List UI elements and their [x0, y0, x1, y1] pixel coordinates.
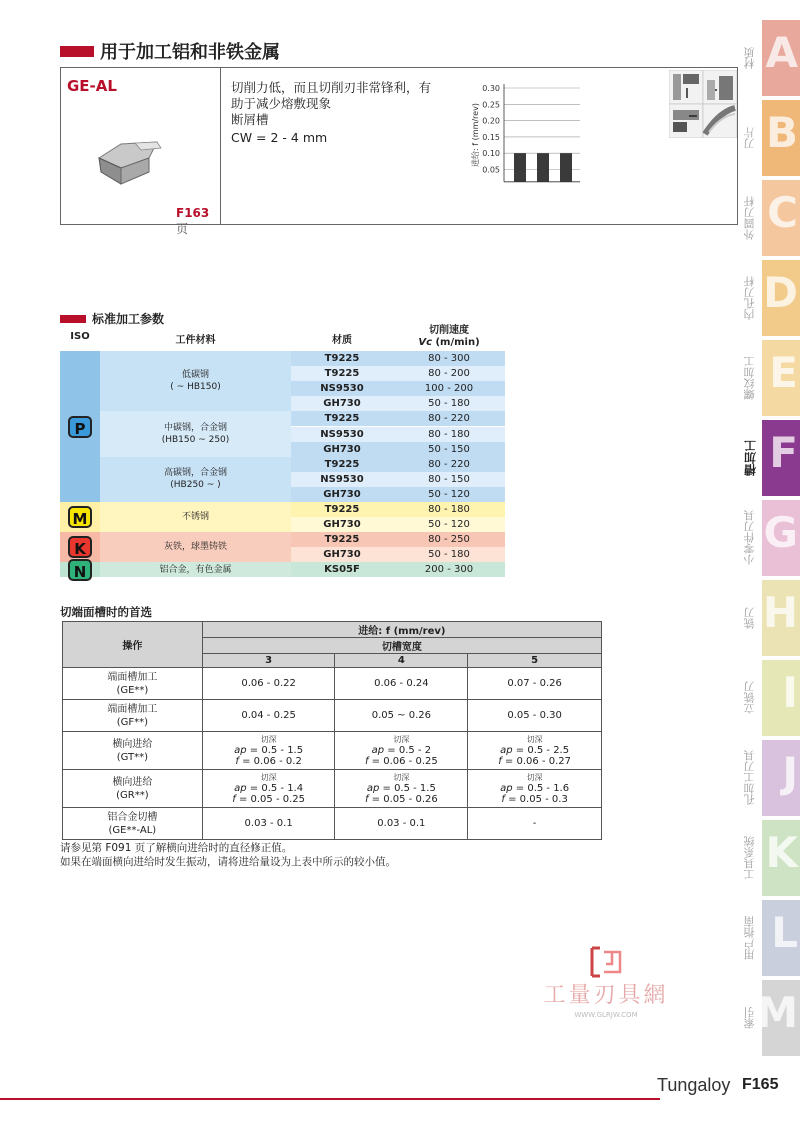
width-3: 3: [202, 654, 335, 668]
tab-j[interactable]: [762, 740, 800, 816]
watermark: [536, 946, 676, 1019]
feed-value-cell: 切深 ap = 0.5 - 2.5 f = 0.06 - 0.27: [468, 732, 602, 770]
tab-label[interactable]: 槽加工: [743, 440, 758, 476]
grade-cell: GH730: [291, 442, 393, 457]
grade-cell: T9225: [291, 411, 393, 426]
header-iso: ISO: [70, 331, 90, 342]
tab-d[interactable]: [762, 260, 800, 336]
desc-line: 断屑槽: [231, 112, 269, 127]
product-left-panel: [61, 68, 221, 236]
bar: [537, 153, 549, 182]
tab-letter: G: [763, 508, 798, 557]
y-tick-label: 0.10: [482, 149, 500, 159]
desc-line: 切削力低，而且切削刃非常锋利，有: [231, 80, 432, 95]
note-line: 请参见第 F091 页了解横向进给时的直径修正值。: [60, 842, 293, 854]
params-section-title: 标准加工参数: [92, 312, 165, 326]
tab-label[interactable]: 小零件刀具: [743, 510, 756, 566]
speed-cell: 100 - 200: [393, 381, 505, 396]
table-row: [63, 700, 602, 732]
grade-cell: GH730: [291, 396, 393, 411]
feed-value-cell: 0.07 - 0.26: [468, 668, 602, 700]
header-material: 工件材料: [175, 335, 216, 346]
y-tick-label: 0.30: [482, 84, 500, 93]
speed-cell: 50 - 120: [393, 487, 505, 502]
speed-cell: 80 - 220: [393, 457, 505, 472]
grade-cell: NS9530: [291, 472, 393, 487]
operation-cell: 铝合金切槽 (GE**-AL): [63, 808, 203, 840]
iso-badge-M: M: [68, 506, 92, 528]
insert-image: [91, 128, 171, 188]
tab-i[interactable]: [762, 660, 800, 736]
material-cell: 不锈钢: [100, 502, 291, 532]
header-speed: [393, 325, 505, 349]
material-cell: 铝合金，有色金属: [100, 562, 291, 577]
watermark-logo: [588, 946, 624, 978]
grade-cell: T9225: [291, 351, 393, 366]
notes: [60, 841, 396, 869]
width-4: 4: [335, 654, 468, 668]
y-tick-label: 0.05: [482, 165, 500, 175]
y-axis-label: 进给: f (mm/rev): [471, 103, 480, 167]
header-speed-unit: (m/min): [432, 337, 480, 348]
header-operation: 操作: [63, 622, 203, 668]
header-grade: 材质: [332, 335, 352, 346]
tab-label[interactable]: 用户指南: [743, 916, 756, 960]
feed-value-cell: 切深 ap = 0.5 - 1.4 f = 0.05 - 0.25: [202, 770, 335, 808]
speed-cell: 50 - 120: [393, 517, 505, 532]
header-speed-label: 切削速度: [429, 325, 469, 336]
table-row: [63, 770, 602, 808]
feed-value-cell: 0.03 - 0.1: [202, 808, 335, 840]
grade-cell: T9225: [291, 532, 393, 547]
tab-label[interactable]: 立铣刀: [743, 681, 756, 715]
tab-label[interactable]: 材质: [743, 47, 756, 69]
page-number: F165: [742, 1076, 779, 1093]
operation-cell: 端面槽加工 (GE**): [63, 668, 203, 700]
feed-chart: [468, 80, 588, 190]
tab-letter: K: [765, 828, 798, 877]
material-cell: 高碳钢，合金钢 (HB250 ~ ): [100, 457, 291, 502]
speed-cell: 80 - 150: [393, 472, 505, 487]
watermark-text: 工量刃具網: [543, 983, 669, 1008]
table-row: [63, 668, 602, 700]
grade-cell: NS9530: [291, 381, 393, 396]
material-cell: 低碳钢 ( ~ HB150): [100, 351, 291, 411]
feed-value-cell: 切深 ap = 0.5 - 1.5 f = 0.05 - 0.26: [335, 770, 468, 808]
tab-letter: H: [762, 588, 798, 637]
desc-line: 助于减少熔敷现象: [231, 96, 332, 111]
bar: [560, 153, 572, 182]
tab-letter: J: [782, 748, 798, 797]
desc-line: CW = 2 - 4 mm: [231, 130, 328, 145]
tab-label[interactable]: 螺纹加工: [743, 356, 756, 400]
tab-label[interactable]: 内孔刀杆: [743, 276, 756, 320]
operation-cell: 端面槽加工 (GF**): [63, 700, 203, 732]
iso-badge-K: K: [68, 536, 92, 558]
speed-cell: 50 - 180: [393, 547, 505, 562]
operation-cell: 横向进给 (GT**): [63, 732, 203, 770]
tab-letter: C: [767, 188, 798, 237]
watermark-url: WWW.GLRJW.COM: [574, 1011, 638, 1019]
tab-label[interactable]: 工具系统: [743, 836, 756, 880]
feed-value-cell: 0.05 - 0.30: [468, 700, 602, 732]
tab-letter: B: [765, 108, 798, 157]
bar: [514, 153, 526, 182]
tab-m[interactable]: [756, 980, 800, 1056]
tab-label[interactable]: 索引: [743, 1007, 756, 1029]
feed-value-cell: 切深 ap = 0.5 - 1.6 f = 0.05 - 0.3: [468, 770, 602, 808]
feed-value-cell: 切深 ap = 0.5 - 2 f = 0.06 - 0.25: [335, 732, 468, 770]
brand-name: Tungaloy: [657, 1075, 731, 1095]
title-text: 用于加工铝和非铁金属: [100, 42, 280, 63]
grade-cell: T9225: [291, 457, 393, 472]
product-box: [60, 67, 738, 236]
tab-letter: E: [769, 348, 798, 397]
operation-cell: 横向进给 (GR**): [63, 770, 203, 808]
tab-k[interactable]: [762, 820, 800, 896]
tab-l[interactable]: [762, 900, 800, 976]
table-row: [63, 808, 602, 840]
tab-letter: F: [769, 428, 798, 477]
feed-value-cell: -: [468, 808, 602, 840]
page-title: [60, 38, 280, 64]
grade-cell: KS05F: [291, 562, 393, 577]
y-tick-label: 0.25: [482, 100, 500, 110]
tab-letter: M: [756, 988, 798, 1037]
y-tick-label: 0.20: [482, 116, 500, 126]
speed-cell: 80 - 180: [393, 502, 505, 517]
grade-cell: T9225: [291, 502, 393, 517]
grade-cell: GH730: [291, 547, 393, 562]
operation-diagrams: [669, 70, 737, 138]
grade-cell: T9225: [291, 366, 393, 381]
product-code: GE-AL: [67, 77, 117, 95]
grade-cell: NS9530: [291, 427, 393, 442]
speed-cell: 80 - 200: [393, 366, 505, 381]
tab-g[interactable]: [762, 500, 800, 576]
tab-label[interactable]: 铣刀: [743, 607, 756, 629]
page-ref-number: F163: [176, 206, 210, 220]
grade-cell: GH730: [291, 517, 393, 532]
material-cell: 灰铁，球墨铸铁: [100, 532, 291, 562]
speed-cell: 200 - 300: [393, 562, 505, 577]
note-line: 如果在端面横向进给时发生振动，请将进给量设为上表中所示的较小值。: [60, 856, 396, 868]
width-5: 5: [468, 654, 602, 668]
iso-badge-N: N: [68, 559, 92, 581]
footer-line: [0, 1098, 660, 1100]
material-cell: 中碳钢，合金钢 (HB150 ~ 250): [100, 411, 291, 456]
page-ref-suffix: 页: [176, 222, 189, 236]
table-row: [63, 732, 602, 770]
tab-b[interactable]: [762, 100, 800, 176]
tab-letter: I: [782, 668, 798, 717]
feed-value-cell: 0.05 ~ 0.26: [335, 700, 468, 732]
feed-value-cell: 0.06 - 0.24: [335, 668, 468, 700]
grade-cell: GH730: [291, 487, 393, 502]
speed-cell: 80 - 220: [393, 411, 505, 426]
params-section-header: [60, 310, 164, 327]
header-width: 切槽宽度: [202, 638, 601, 654]
tab-label[interactable]: 外圆刀杆: [743, 196, 756, 240]
feed-value-cell: 0.04 - 0.25: [202, 700, 335, 732]
speed-cell: 80 - 300: [393, 351, 505, 366]
speed-cell: 80 - 250: [393, 532, 505, 547]
speed-cell: 50 - 180: [393, 396, 505, 411]
section-marker: [60, 315, 86, 323]
tab-letter: A: [765, 28, 798, 77]
tab-letter: L: [771, 908, 798, 957]
tab-a[interactable]: [762, 20, 800, 96]
header-feed: 进给: f (mm/rev): [202, 622, 601, 638]
speed-cell: 80 - 180: [393, 427, 505, 442]
tab-label[interactable]: 刀片: [743, 127, 756, 149]
header-speed-unit-prefix: Vc: [418, 337, 432, 348]
feed-value-cell: 0.03 - 0.1: [335, 808, 468, 840]
tab-label[interactable]: 孔加工刀具: [743, 750, 756, 806]
face-grooving-title: 切端面槽时的首选: [60, 605, 152, 619]
tab-h[interactable]: [762, 580, 800, 656]
iso-badge-P: P: [68, 416, 92, 438]
y-tick-label: 0.15: [482, 132, 500, 142]
product-page-ref[interactable]: [176, 206, 220, 237]
tab-c[interactable]: [762, 180, 800, 256]
title-marker: [60, 46, 94, 57]
product-description: [231, 80, 431, 146]
feed-value-cell: 切深 ap = 0.5 - 1.5 f = 0.06 - 0.2: [202, 732, 335, 770]
face-grooving-table: [62, 621, 602, 840]
tab-letter: D: [763, 268, 798, 317]
tab-f[interactable]: [762, 420, 800, 496]
feed-value-cell: 0.06 - 0.22: [202, 668, 335, 700]
speed-cell: 50 - 150: [393, 442, 505, 457]
tab-e[interactable]: [762, 340, 800, 416]
